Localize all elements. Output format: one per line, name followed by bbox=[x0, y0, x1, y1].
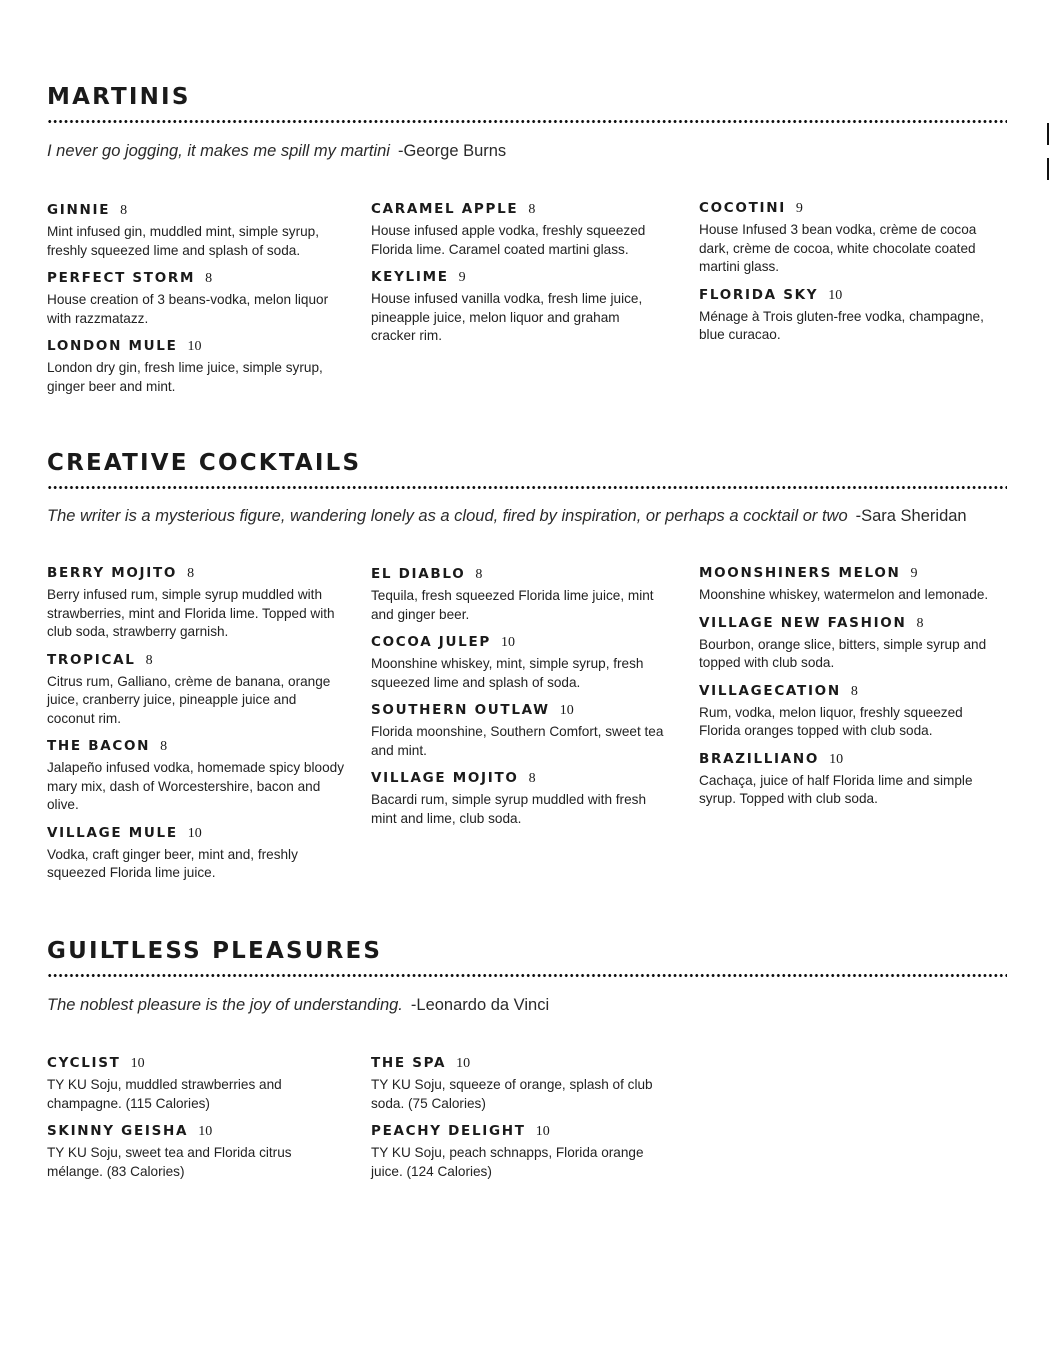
item-price: 8 bbox=[850, 683, 858, 699]
item-price: 10 bbox=[535, 1124, 550, 1139]
menu-item bbox=[371, 701, 671, 760]
menu-item bbox=[699, 614, 999, 673]
menu-column bbox=[371, 1054, 671, 1190]
item-description: Moonshine whiskey, mint, simple syrup, fresh squeezed lime and splash of soda. bbox=[371, 656, 644, 690]
menu-item bbox=[47, 651, 347, 729]
menu-column bbox=[47, 564, 347, 892]
item-description: Bacardi rum, simple syrup muddled with fresh mint and lime, club soda. bbox=[371, 792, 647, 826]
item-name: LONDON MULE bbox=[47, 338, 178, 354]
menu-column bbox=[699, 199, 999, 354]
item-name: MOONSHINERS MELON bbox=[699, 565, 901, 581]
menu-column bbox=[371, 200, 666, 355]
item-price: 8 bbox=[528, 202, 536, 217]
menu-column bbox=[47, 201, 347, 405]
item-name: BERRY MOJITO bbox=[47, 565, 178, 581]
item-description: Rum, vodka, melon liquor, freshly squeezed Florida oranges topped with club soda. bbox=[699, 704, 963, 738]
menu-item bbox=[47, 1054, 347, 1113]
item-price: 8 bbox=[120, 203, 128, 218]
item-description: Jalapeño infused vodka, homemade spicy bloody mary mix, dash of Worcestershire, bacon and olive. bbox=[47, 760, 344, 812]
item-description: Vodka, craft ginger beer, mint and, freshly squeezed Florida lime juice. bbox=[47, 846, 298, 880]
item-price: 9 bbox=[795, 201, 803, 216]
menu-item bbox=[47, 564, 347, 642]
item-price: 8 bbox=[160, 739, 168, 754]
menu-item bbox=[371, 1054, 671, 1113]
item-description: TY KU Soju, muddled strawberries and champagne. (115 Calories) bbox=[47, 1077, 282, 1111]
menu-item bbox=[699, 682, 999, 741]
menu-item bbox=[371, 565, 671, 624]
item-name: VILLAGE MOJITO bbox=[371, 770, 519, 786]
item-name: THE BACON bbox=[47, 738, 151, 754]
section-quote bbox=[47, 507, 967, 526]
item-description: Mint infused gin, muddled mint, simple syrup, freshly squeezed lime and splash of soda. bbox=[47, 224, 319, 258]
quote-author: -Sara Sheridan bbox=[855, 507, 967, 525]
menu-item bbox=[371, 1122, 671, 1181]
item-name: BRAZILLIANO bbox=[699, 750, 820, 767]
item-description: TY KU Soju, sweet tea and Florida citrus mélange. (83 Calories) bbox=[47, 1145, 292, 1179]
quote-author: -Leonardo da Vinci bbox=[410, 996, 550, 1014]
menu-item bbox=[371, 633, 671, 692]
menu-item bbox=[371, 200, 666, 259]
item-price: 8 bbox=[205, 271, 213, 286]
menu-item bbox=[47, 824, 347, 883]
item-description: Cachaça, juice of half Florida lime and simple syrup. Topped with club soda. bbox=[699, 772, 973, 806]
item-name: TROPICAL bbox=[47, 651, 136, 668]
item-name: CARAMEL APPLE bbox=[371, 201, 519, 217]
item-name: FLORIDA SKY bbox=[699, 286, 819, 303]
item-price: 8 bbox=[916, 615, 924, 631]
item-description: Florida moonshine, Southern Comfort, sweet tea and mint. bbox=[371, 724, 664, 758]
item-name: VILLAGE MULE bbox=[47, 824, 178, 841]
item-price: 10 bbox=[187, 825, 202, 841]
item-description: Moonshine whiskey, watermelon and lemonade. bbox=[699, 587, 989, 602]
section-martinis bbox=[47, 83, 1007, 394]
item-name: VILLAGECATION bbox=[699, 682, 841, 699]
section-quote bbox=[47, 142, 506, 161]
menu-column bbox=[47, 1054, 347, 1190]
menu-column bbox=[699, 564, 999, 818]
item-name: SKINNY GEISHA bbox=[47, 1123, 189, 1139]
item-price: 10 bbox=[130, 1056, 145, 1071]
item-description: Berry infused rum, simple syrup muddled with strawberries, mint and Florida lime. Topped with club soda, strawberry garnish. bbox=[47, 587, 335, 639]
dotted-divider bbox=[47, 973, 1007, 978]
dotted-divider bbox=[47, 485, 1007, 490]
menu-item bbox=[47, 1122, 347, 1181]
item-price: 10 bbox=[829, 751, 844, 767]
menu-item bbox=[371, 769, 671, 828]
crop-mark bbox=[1047, 123, 1049, 145]
item-name: KEYLIME bbox=[371, 269, 449, 285]
item-name: PEACHY DELIGHT bbox=[371, 1123, 526, 1139]
item-name: THE SPA bbox=[371, 1055, 447, 1071]
section-title: MARTINIS bbox=[47, 84, 191, 110]
menu-item bbox=[699, 564, 999, 605]
item-price: 10 bbox=[187, 339, 202, 354]
section-guiltless-pleasures bbox=[47, 937, 1007, 1179]
item-price: 8 bbox=[145, 652, 153, 668]
menu-item bbox=[371, 268, 666, 346]
section-title: CREATIVE COCKTAILS bbox=[47, 450, 362, 476]
item-description: Citrus rum, Galliano, crème de banana, orange juice, cranberry juice, pineapple juice and coconut rim. bbox=[47, 673, 331, 726]
item-description: House Infused 3 bean vodka, crème de cocoa dark, crème de cocoa, white chocolate coated martini glass. bbox=[699, 222, 977, 274]
menu-item bbox=[47, 269, 347, 328]
menu-item bbox=[699, 286, 999, 345]
item-price: 8 bbox=[187, 566, 195, 581]
menu-item bbox=[47, 201, 347, 260]
item-price: 8 bbox=[475, 567, 483, 582]
item-price: 10 bbox=[198, 1124, 213, 1139]
item-name: PERFECT STORM bbox=[47, 270, 196, 286]
item-name: COCOA JULEP bbox=[371, 634, 491, 650]
item-name: GINNIE bbox=[47, 202, 111, 218]
item-name: SOUTHERN OUTLAW bbox=[371, 702, 550, 718]
quote-author: -George Burns bbox=[397, 142, 507, 160]
item-price: 9 bbox=[458, 270, 466, 285]
quote-text: I never go jogging, it makes me spill my martini bbox=[47, 142, 390, 160]
item-description: House creation of 3 beans-vodka, melon liquor with razzmatazz. bbox=[47, 292, 329, 326]
section-creative-cocktails bbox=[47, 449, 1007, 880]
item-description: Tequila, fresh squeezed Florida lime juice, mint and ginger beer. bbox=[371, 588, 654, 622]
dotted-divider bbox=[47, 119, 1007, 124]
item-name: CYCLIST bbox=[47, 1055, 121, 1071]
item-description: House infused apple vodka, freshly squeezed Florida lime. Caramel coated martini glass. bbox=[371, 223, 646, 257]
item-name: EL DIABLO bbox=[371, 566, 466, 582]
menu-item bbox=[699, 750, 999, 809]
quote-text: The noblest pleasure is the joy of understanding. bbox=[47, 996, 403, 1014]
menu-item bbox=[47, 737, 347, 815]
quote-text: The writer is a mysterious figure, wandering lonely as a cloud, fired by inspiration, or perhaps a cocktail or two bbox=[47, 507, 848, 525]
item-price: 10 bbox=[559, 703, 574, 718]
item-price: 9 bbox=[910, 566, 918, 581]
section-title: GUILTLESS PLEASURES bbox=[47, 938, 383, 964]
item-description: Bourbon, orange slice, bitters, simple syrup and topped with club soda. bbox=[699, 636, 987, 670]
item-name: COCOTINI bbox=[699, 200, 786, 216]
section-quote bbox=[47, 996, 549, 1015]
item-description: TY KU Soju, squeeze of orange, splash of club soda. (75 Calories) bbox=[371, 1077, 653, 1111]
menu-item bbox=[47, 337, 347, 396]
item-description: Ménage à Trois gluten-free vodka, champagne, blue curacao. bbox=[699, 308, 984, 342]
item-description: TY KU Soju, peach schnapps, Florida orange juice. (124 Calories) bbox=[371, 1145, 644, 1179]
menu-item bbox=[699, 199, 999, 277]
item-price: 10 bbox=[456, 1056, 471, 1071]
item-price: 10 bbox=[500, 635, 515, 650]
item-price: 8 bbox=[528, 771, 536, 786]
menu-column bbox=[371, 565, 671, 837]
crop-mark bbox=[1047, 158, 1049, 180]
item-description: London dry gin, fresh lime juice, simple syrup, ginger beer and mint. bbox=[47, 360, 323, 394]
item-name: VILLAGE NEW FASHION bbox=[699, 614, 907, 631]
item-price: 10 bbox=[828, 287, 843, 303]
item-description: House infused vanilla vodka, fresh lime juice, pineapple juice, melon liquor and graham cracker rim. bbox=[371, 291, 643, 343]
